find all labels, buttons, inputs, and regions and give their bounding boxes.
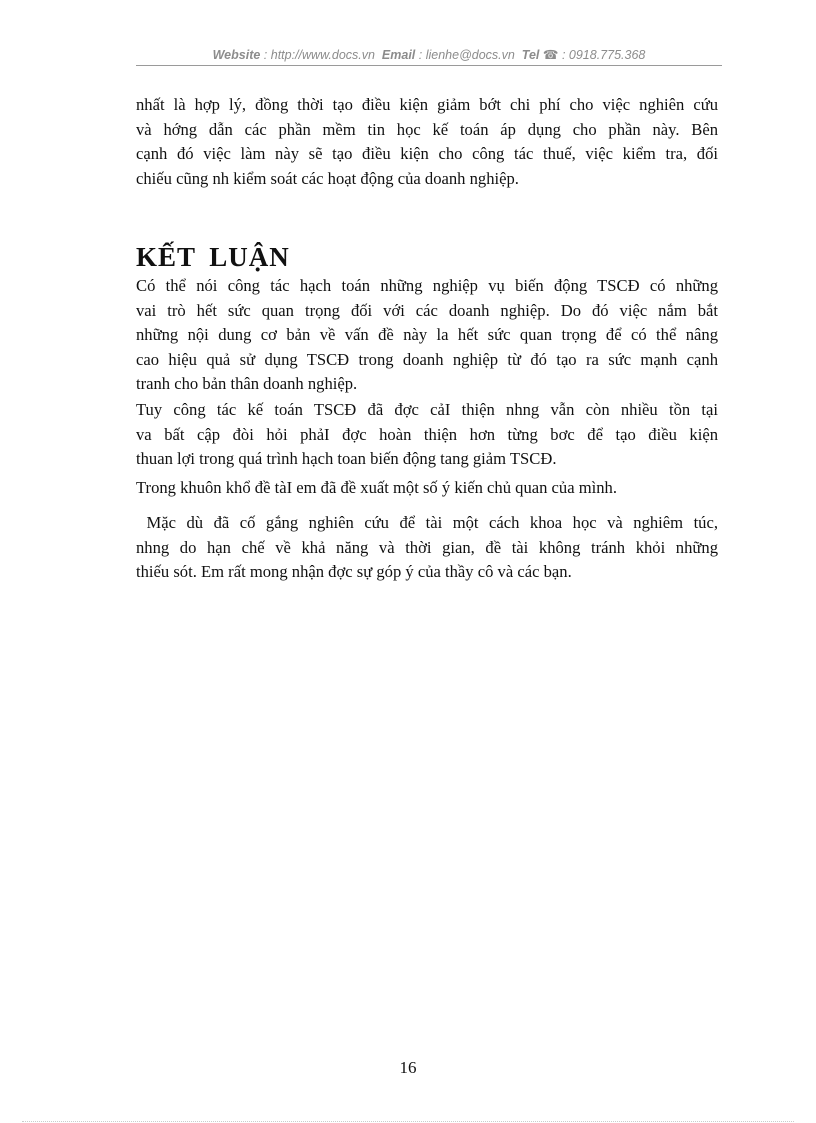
conclusion-paragraph-1: [136, 274, 718, 397]
conclusion-paragraph-3: [136, 476, 718, 501]
text-line: chiếu cũng nh kiểm soát các hoạt động của doanh nghiệp.: [136, 168, 519, 188]
phone-icon: ☎: [542, 48, 559, 62]
page-header: [136, 47, 722, 62]
text-line: Có thể nói công tác hạch toán những nghiệp vụ biến động TSCĐ có những: [136, 276, 718, 295]
email-value: : lienhe@docs.vn: [418, 48, 515, 62]
conclusion-paragraph-4: [136, 511, 718, 585]
text-line: cao hiệu quả sử dụng TSCĐ trong doanh nghiệp từ đó tạo ra sức mạnh cạnh: [136, 349, 718, 369]
text-line: tranh cho bản thân doanh nghiệp.: [136, 374, 358, 393]
tel-value: : 0918.775.368: [561, 48, 646, 62]
text-line: nhng do hạn chế về khả năng và thời gian, đề tài không tránh khỏi những: [136, 537, 718, 557]
text-line: thuan lợi trong quá trình hạch toan biến động tang giảm TSCĐ.: [136, 449, 557, 468]
email-label: Email: [381, 48, 416, 62]
text-line: và hớng dẫn các phần mềm tin học kế toán áp dụng cho phần này. Bên: [136, 119, 718, 139]
text-line: những nội dung cơ bản về vấn đề này la hết sức quan trọng để có thể nâng: [136, 325, 718, 344]
website-value: : http://www.docs.vn: [263, 48, 375, 62]
conclusion-paragraph-2: [136, 398, 718, 472]
tel-label: Tel: [521, 48, 540, 62]
text-line: va bất cập đòi hỏi phảI đợc hoàn thiện hơn từng bơc để tạo điều kiện: [136, 424, 718, 444]
page-number: 16: [399, 1058, 417, 1077]
intro-paragraph: [136, 93, 718, 191]
text-line: Trong khuôn khổ đề tàI em đã đề xuất một số ý kiến chủ quan của mình.: [136, 478, 617, 497]
text-line: Mặc dù đã cố gắng nghiên cứu để tài một cách khoa học và nghiêm túc,: [136, 513, 718, 532]
page-bottom-edge: [22, 1121, 794, 1122]
header-divider: [136, 65, 722, 66]
text-line: Tuy công tác kế toán TSCĐ đã đợc cảI thiện nhng vẫn còn nhiều tồn tại: [136, 400, 718, 419]
text-line: nhất là hợp lý, đồng thời tạo điều kiện giảm bớt chi phí cho việc nghiên cứu: [136, 95, 718, 114]
website-label: Website: [212, 48, 261, 62]
section-heading: KẾT LUẬN: [136, 242, 290, 272]
text-line: vai trò hết sức quan trọng đối với các doanh nghiệp. Do đó việc nắm bắt: [136, 300, 718, 320]
text-line: thiếu sót. Em rất mong nhận đợc sự góp ý của thầy cô và các bạn.: [136, 562, 572, 581]
text-line: cạnh đó việc làm này sẽ tạo điều kiện cho công tác thuế, việc kiểm tra, đối: [136, 144, 718, 163]
